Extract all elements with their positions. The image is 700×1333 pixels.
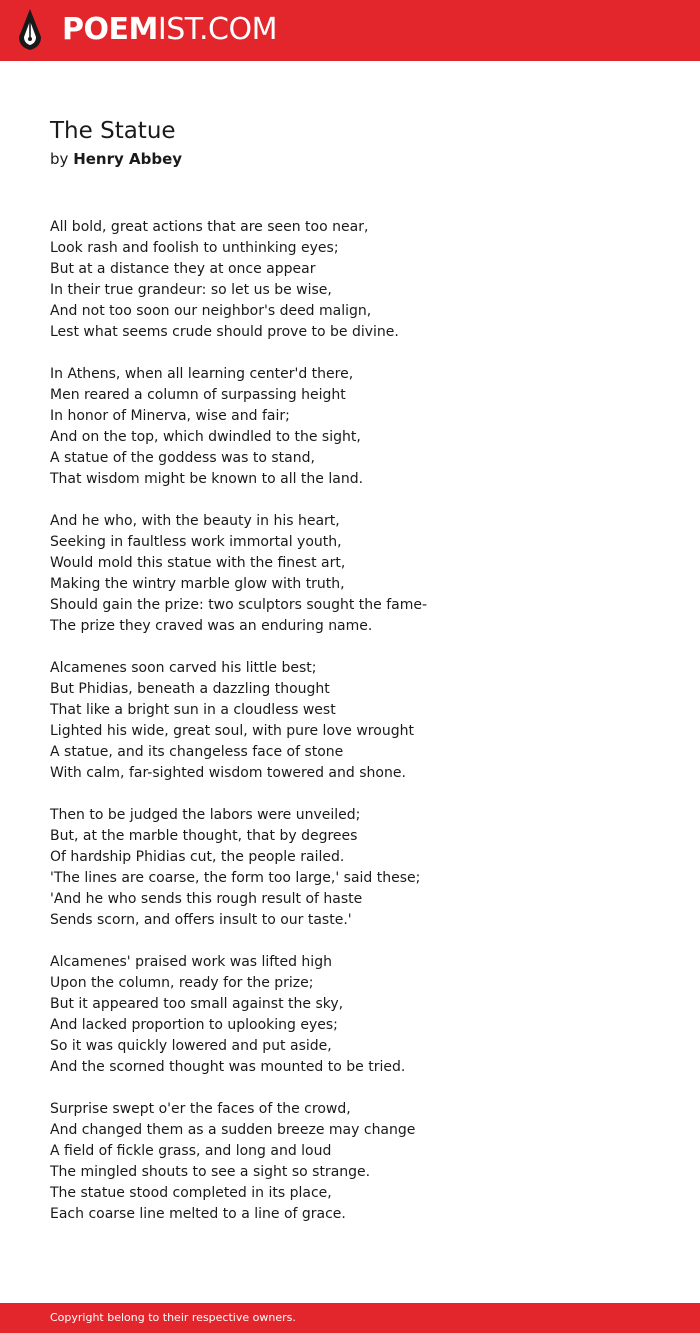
poem-line: Seeking in faultless work immortal youth, — [50, 534, 342, 550]
site-logo[interactable] — [62, 12, 277, 48]
poem-line: So it was quickly lowered and put aside, — [50, 1038, 332, 1054]
poem-line: Upon the column, ready for the prize; — [50, 975, 314, 991]
stanza — [50, 511, 670, 637]
stanza — [50, 952, 670, 1078]
by-label: by — [50, 150, 69, 168]
poem-line: A statue of the goddess was to stand, — [50, 450, 315, 466]
poem-line: Alcamenes soon carved his little best; — [50, 660, 317, 676]
logo-bold-text: POEM — [62, 12, 158, 47]
poem-body — [50, 217, 670, 1225]
poem-line: But, at the marble thought, that by degrees — [50, 828, 358, 844]
poem-line: Lest what seems crude should prove to be divine. — [50, 324, 399, 340]
author-name[interactable]: Henry Abbey — [73, 150, 183, 168]
poem-line: In their true grandeur: so let us be wise, — [50, 282, 332, 298]
poem-line: 'And he who sends this rough result of haste — [50, 891, 363, 907]
pen-nib-icon[interactable] — [17, 9, 43, 51]
poem-line: That wisdom might be known to all the land. — [50, 471, 364, 487]
poem-content — [50, 115, 670, 1246]
poem-line: Lighted his wide, great soul, with pure love wrought — [50, 723, 414, 739]
poem-line: A statue, and its changeless face of stone — [50, 744, 344, 760]
poem-line: All bold, great actions that are seen too near, — [50, 219, 369, 235]
poem-line: Men reared a column of surpassing height — [50, 387, 346, 403]
poem-line: And not too soon our neighbor's deed malign, — [50, 303, 372, 319]
poem-line: And he who, with the beauty in his heart, — [50, 513, 340, 529]
stanza — [50, 1099, 670, 1225]
poem-line: The prize they craved was an enduring name. — [50, 618, 373, 634]
poem-line: In Athens, when all learning center'd there, — [50, 366, 354, 382]
poem-line: But at a distance they at once appear — [50, 261, 316, 277]
poem-line: Making the wintry marble glow with truth, — [50, 576, 345, 592]
logo-light-text: IST.COM — [157, 12, 277, 47]
byline — [50, 149, 670, 169]
poem-line: In honor of Minerva, wise and fair; — [50, 408, 290, 424]
poem-line: Alcamenes' praised work was lifted high — [50, 954, 332, 970]
poem-line: Then to be judged the labors were unveiled; — [50, 807, 361, 823]
poem-line: That like a bright sun in a cloudless west — [50, 702, 336, 718]
poem-line: But Phidias, beneath a dazzling thought — [50, 681, 330, 697]
poem-title: The Statue — [50, 118, 176, 144]
stanza — [50, 364, 670, 490]
copyright-text: Copyright belong to their respective owners. — [50, 1311, 296, 1324]
poem-line: With calm, far-sighted wisdom towered and shone. — [50, 765, 406, 781]
poem-line: And on the top, which dwindled to the sight, — [50, 429, 361, 445]
poem-line: Each coarse line melted to a line of grace. — [50, 1206, 346, 1222]
poem-line: And changed them as a sudden breeze may change — [50, 1122, 416, 1138]
poem-line: A field of fickle grass, and long and loud — [50, 1143, 332, 1159]
poem-line: Would mold this statue with the finest art, — [50, 555, 346, 571]
poem-line: But it appeared too small against the sky, — [50, 996, 344, 1012]
stanza — [50, 658, 670, 784]
poem-line: Look rash and foolish to unthinking eyes; — [50, 240, 339, 256]
site-footer — [0, 1303, 700, 1333]
poem-line: The mingled shouts to see a sight so strange. — [50, 1164, 371, 1180]
poem-line: The statue stood completed in its place, — [50, 1185, 332, 1201]
poem-line: Should gain the prize: two sculptors sought the fame- — [50, 597, 428, 613]
poem-line: Of hardship Phidias cut, the people railed. — [50, 849, 345, 865]
poem-line: Sends scorn, and offers insult to our taste.' — [50, 912, 352, 928]
stanza — [50, 217, 670, 343]
poem-line: And lacked proportion to uplooking eyes; — [50, 1017, 338, 1033]
site-header — [0, 0, 700, 61]
poem-line: And the scorned thought was mounted to be tried. — [50, 1059, 406, 1075]
poem-line: 'The lines are coarse, the form too large,' said these; — [50, 870, 421, 886]
stanza — [50, 805, 670, 931]
poem-line: Surprise swept o'er the faces of the crowd, — [50, 1101, 351, 1117]
